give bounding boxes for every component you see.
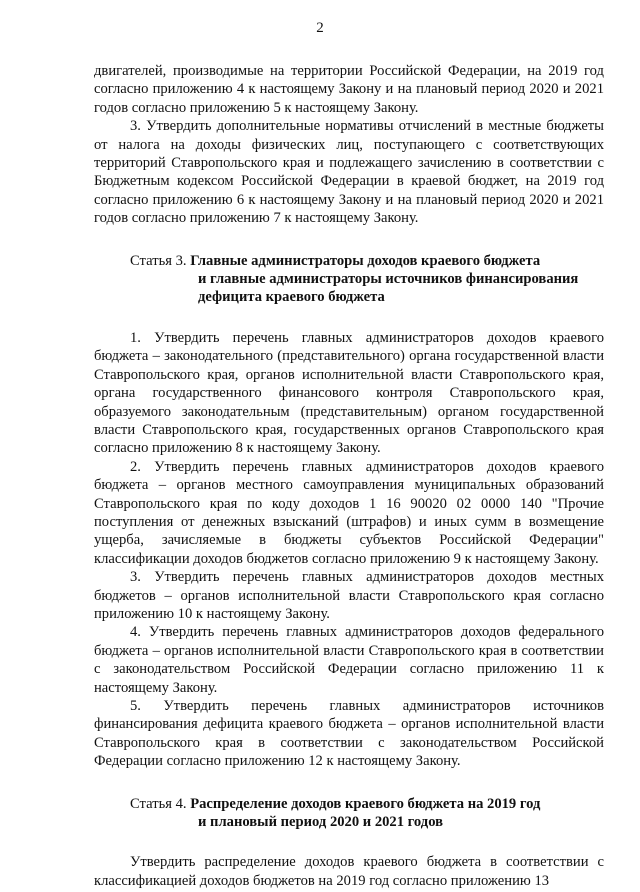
article-4-label: Статья 4. <box>130 795 187 812</box>
document-body <box>94 62 604 890</box>
article-4-paragraph-1: Утвердить распределение доходов краевого бюджета в соответствии с классификацией доходов бюджетов на 2019 год согласно приложению 13 <box>94 854 604 889</box>
article-3-paragraph-5: 5. Утвердить перечень главных администраторов источников финансирования дефицита краевого бюджета – органов исполнительной власти Ставропольского края в соответствии с законодательством Российской Федерации согласно приложению 12 к настоящему Закону. <box>94 698 604 770</box>
intro-paragraph-continuation: двигателей, производимые на территории Российской Федерации, на 2019 год согласно приложению 4 к настоящему Закону и на плановый период 2020 и 2021 годов согласно приложению 5 к настоящему Закону. <box>94 63 604 116</box>
page-number: 2 <box>316 20 324 36</box>
article-3-paragraph-2: 2. Утвердить перечень главных администраторов доходов краевого бюджета – органов местного самоуправления муниципальных образований Ставропольского края по коду доходов 1 16 90020 02 0000 140 "Прочие поступления от денежных взысканий (штрафов) и иных сумм в возмещение ущерба, зачисляемые в бюджеты субъектов Российской Федерации" классификации доходов бюджетов согласно приложению 9 к настоящему Закону. <box>94 458 604 567</box>
article-3-paragraph-3: 3. Утвердить перечень главных администраторов доходов местных бюджетов – органов исполнительной власти Ставропольского края согласно приложению 10 к настоящему Закону. <box>94 569 604 622</box>
article-3-title-line-3: дефицита краевого бюджета <box>198 289 385 306</box>
article-3-title-line-2: и главные администраторы источников финансирования <box>198 271 579 288</box>
article-4-title-line-2: и плановый период 2020 и 2021 годов <box>198 814 444 831</box>
article-3-title-line-1: Главные администраторы доходов краевого бюджета <box>190 252 541 269</box>
article-4-heading <box>94 795 604 832</box>
article-3-paragraph-1: 1. Утвердить перечень главных администраторов доходов краевого бюджета – законодательного (представительного) органа государственной власти Ставропольского края, органов исполнительной власти Ставропольского края, органа государственного финансового контроля Ставропольского края, образуемого законодательным (представительным) органом государственной власти Ставропольского края, государственных органов Ставропольского края согласно приложению 8 к настоящему Закону. <box>94 329 604 457</box>
article-4-title-line-1: Распределение доходов краевого бюджета на 2019 год <box>190 795 541 812</box>
article-3-paragraph-4: 4. Утвердить перечень главных администраторов доходов федерального бюджета – органов исполнительной власти Ставропольского края в соответствии с законодательством Российской Федерации согласно приложению 11 к настоящему Закону. <box>94 624 604 696</box>
article-3-heading <box>94 252 604 307</box>
intro-paragraph-item-3: 3. Утвердить дополнительные нормативы отчислений в местные бюджеты от налога на доходы физических лиц, поступающего с соответствующих территорий Ставропольского края и подлежащего зачислению в соответствии с Бюджетным кодексом Российской Федерации в краевой бюджет, на 2019 год согласно приложению 6 к настоящему Закону и на плановый период 2020 и 2021 годов согласно приложению 7 к настоящему Закону. <box>94 118 604 227</box>
article-3-label: Статья 3. <box>130 252 187 269</box>
